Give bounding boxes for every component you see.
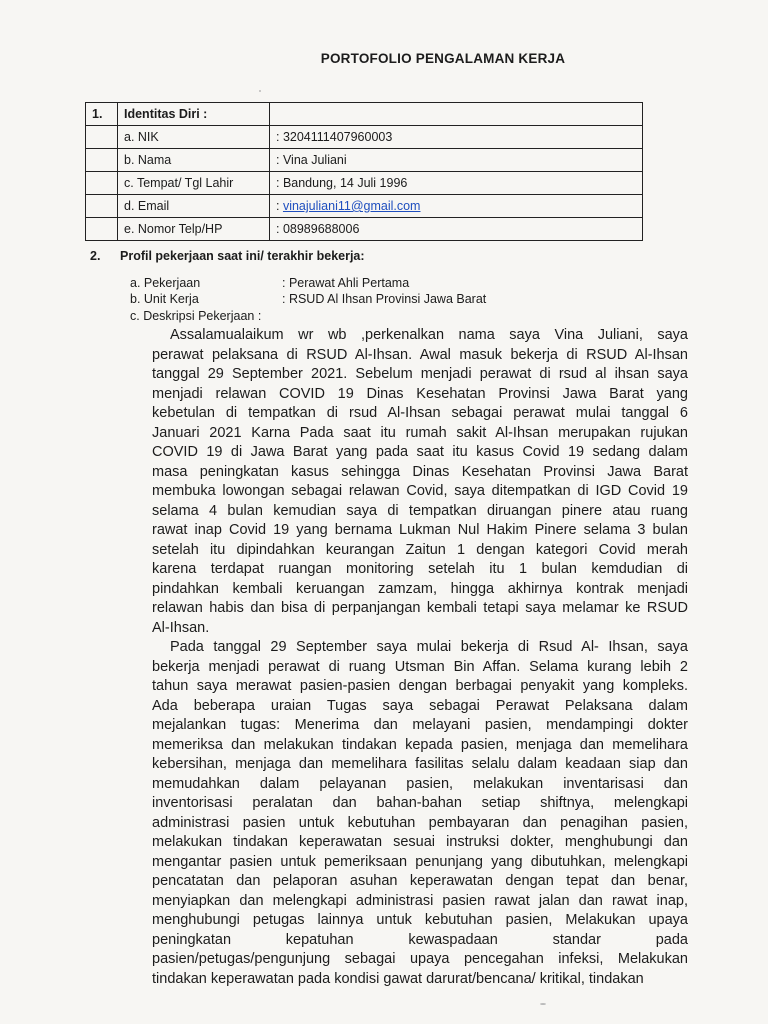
description-line: peningkatan kepatuhan kewaspadaan standar pada [152, 931, 688, 948]
identity-value: : vinajuliani11@gmail.com [270, 195, 643, 218]
description-line: mengantar pasien untuk pemeriksaan penunjang yang dibutuhkan, melengkapi [152, 853, 688, 870]
identity-table [85, 102, 643, 241]
identity-row-nik [86, 126, 643, 149]
description-line: pasien/petugas/pengunjung sebagai upaya pencegahan infeksi, Melakukan [152, 951, 688, 967]
description-line: menjadi relawan COVID 19 Dinas Kesehatan Provinsi Jawa Barat yang [152, 385, 688, 402]
description-line: Al-Ihsan. [152, 619, 210, 636]
identity-value: : 08989688006 [270, 218, 643, 241]
scan-speck [259, 90, 261, 92]
description-line: Assalamualaikum wr wb ,perkenalkan nama saya Vina Juliani, saya [170, 327, 688, 343]
identity-header-row [86, 103, 643, 126]
description-line: melakukan tindakan keperawatan sesuai instruksi dokter, menghubungi dan [152, 834, 688, 850]
description-line: COVID 19 di Jawa Barat yang pada saat itu kasus Covid 19 sedang dalam [152, 444, 688, 460]
description-line: memeriksa dan melakukan tindakan kepada pasien, menjaga dan memelihara [152, 736, 688, 753]
description-line: memudahkan dalam pelayanan pasien, melakukan inventarisasi dan [152, 775, 688, 792]
page-title: PORTOFOLIO PENGALAMAN KERJA [320, 51, 566, 66]
identity-value: : Vina Juliani [270, 149, 643, 172]
description-line: inventorisasi peralatan dan bahan-bahan setiap shiftnya, melengkapi [152, 795, 688, 811]
identity-row-email [86, 195, 643, 218]
description-line: masa peningkatan kasus sehingga Dinas Kesehatan Provinsi Jawa Barat [152, 463, 688, 480]
description-line: kebersihan, menjaga dan memelihara fasilitas selalu dalam keadaan siap dan [152, 756, 688, 772]
description-line: menyiapkan dan melengkapi administrasi pasien rawat jalan dan rawat inap, [152, 892, 688, 909]
description-line: tindakan keperawatan pada kondisi gawat darurat/bencana/ kritikal, tindakan [152, 970, 644, 987]
profile-heading: 2. Profil pekerjaan saat ini/ terakhir bekerja: [90, 249, 365, 263]
scan-speck [540, 1003, 546, 1005]
identity-label: b. Nama [118, 149, 270, 172]
identity-label: e. Nomor Telp/HP [118, 218, 270, 241]
description-line: setelah itu dipindahkan keurangan Zaitun 1 dengan kategori Covid merah [152, 541, 688, 558]
identity-row-birth [86, 172, 643, 195]
description-line: tahun saya merawat pasien-pasien dengan berbagai penyakit yang kompleks. [152, 678, 688, 694]
description-line: pencatatan dan pelaporan asuhan keperawatan dengan tepat dan benar, [152, 873, 688, 889]
section-number: 2. [90, 249, 101, 263]
job-description [152, 326, 688, 989]
profile-item: a. Pekerjaan : Perawat Ahli Pertama [130, 276, 410, 290]
description-line: Ada beberapa uraian Tugas saya sebagai Perawat Pelaksana dalam [152, 697, 688, 714]
description-line: membuka lowongan sebagai relawan Covid, saya ditempatkan di IGD Covid 19 [152, 483, 688, 499]
description-line: karena terdapat ruangan monitoring setelah itu 1 bulan kemdudian di [152, 561, 688, 577]
profile-item: b. Unit Kerja : RSUD Al Ihsan Provinsi Jawa Barat [130, 292, 487, 307]
description-line: mejalankan tugas: Menerima dan melayani pasien, mendampingi dokter [152, 717, 688, 733]
description-line: perawat pelaksana di RSUD Al-Ihsan. Awal masuk bekerja di RSUD Al-Ihsan [152, 346, 688, 363]
description-line: rawat inap Covid 19 yang bernama Lukman Nul Hakim Pinere selama 3 bulan [152, 522, 688, 538]
identity-value: : 3204111407960003 [270, 126, 643, 149]
description-line: pindahkan kembali keruangan zamzam, hingga akhirnya kontrak menjadi [152, 580, 688, 597]
identity-heading: Identitas Diri : [118, 103, 270, 126]
description-line: bekerja menjadi perawat di ruang Utsman Bin Affan. Selama kurang lebih 2 [152, 658, 688, 675]
profile-list [130, 275, 486, 324]
description-line: selama 4 bulan kemudian saya di tempatkan diruangan pinere atau ruang [152, 502, 688, 519]
identity-label: a. NIK [118, 126, 270, 149]
description-line: relawan habis dan bisa di perpanjangan kembali tetapi saya melamar ke RSUD [152, 600, 688, 616]
identity-label: d. Email [118, 195, 270, 218]
description-line: Pada tanggal 29 September saya mulai bekerja di Rsud Al- Ihsan, saya [170, 639, 688, 655]
description-line: administrasi pasien untuk kebutuhan pembayaran dan penagihan pasien, [152, 814, 688, 831]
identity-row-phone [86, 218, 643, 241]
section-number: 1. [86, 103, 118, 126]
identity-row-name [86, 149, 643, 172]
email-link[interactable]: vinajuliani11@gmail.com [282, 199, 421, 213]
description-line: menghubungi petugas lainnya untuk kebutuhan pasien, Melakukan upaya [152, 912, 688, 928]
identity-label: c. Tempat/ Tgl Lahir [118, 172, 270, 195]
identity-heading-blank [270, 103, 643, 126]
identity-value: : Bandung, 14 Juli 1996 [270, 172, 643, 195]
description-line: tanggal 29 September 2021. Sebelum menjadi perawat di rsud al ihsan saya [152, 366, 688, 382]
description-line: kebetulan di tempatkan di rsud Al-Ihsan sebagai perawat mulai tanggal 6 [152, 405, 688, 421]
profile-item: c. Deskripsi Pekerjaan : [130, 308, 262, 323]
description-line: Januari 2021 Karna Pada saat itu rumah sakit Al-Ihsan merupakan rujukan [152, 424, 688, 441]
